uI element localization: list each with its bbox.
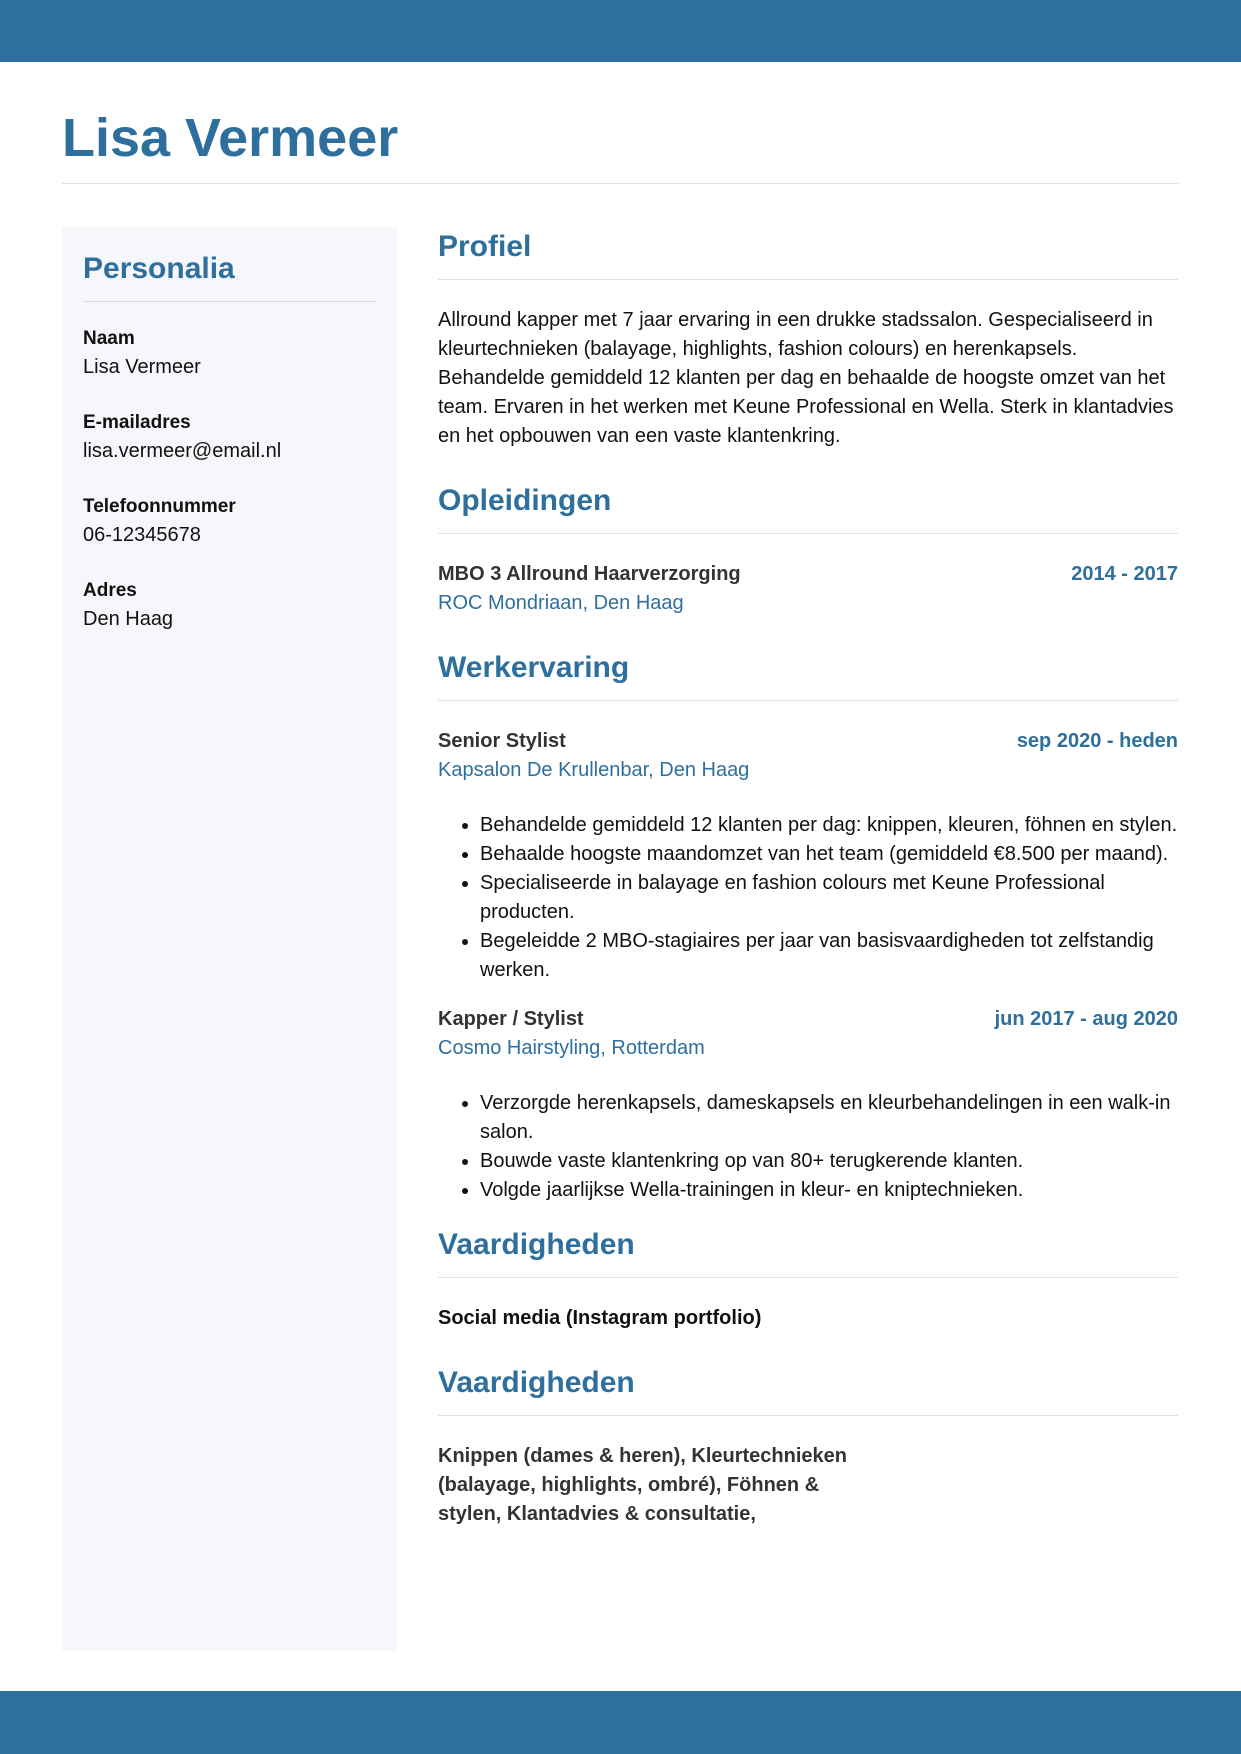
field-label: Naam [83, 328, 135, 349]
main-content [438, 227, 1178, 1529]
experience-entry [438, 727, 1178, 985]
list-item: • Bouwde vaste klantenkring op van 80+ terugkerende klanten. [480, 1147, 1178, 1176]
profile-section [438, 227, 1178, 451]
skills-section [438, 1225, 1178, 1333]
experience-section [438, 648, 1178, 1205]
field-label: Telefoonnummer [83, 496, 236, 517]
field-phone [83, 492, 376, 549]
list-item: • Volgde jaarlijkse Wella-trainingen in kleur- en kniptechnieken. [480, 1176, 1178, 1205]
field-address [83, 576, 376, 633]
education-heading: Opleidingen [438, 481, 1178, 534]
skills-text: Social media (Instagram portfolio) [438, 1307, 762, 1329]
experience-heading: Werkervaring [438, 648, 1178, 701]
job-date: sep 2020 - heden [1016, 730, 1178, 752]
job-title: Kapper / Stylist [438, 1008, 584, 1030]
skills-heading-2: Vaardigheden [438, 1363, 1178, 1416]
candidate-name: Lisa Vermeer [62, 108, 399, 168]
list-item: • Begeleidde 2 MBO-stagiaires per jaar van basisvaardigheden tot zelfstandig werken. [480, 927, 1178, 985]
field-label: Adres [83, 580, 137, 601]
list-item: • Behaalde hoogste maandomzet van het team (gemiddeld €8.500 per maand). [480, 840, 1178, 869]
job-company: Kapsalon De Krullenbar, Den Haag [438, 759, 750, 781]
field-value: 06-12345678 [83, 524, 201, 546]
field-name [83, 324, 376, 381]
header-divider [62, 183, 1179, 184]
top-banner [0, 0, 1241, 62]
education-date: 2014 - 2017 [1071, 563, 1178, 585]
experience-entry [438, 1005, 1178, 1205]
list-item: • Behandelde gemiddeld 12 klanten per dag: knippen, kleuren, föhnen en stylen. [480, 811, 1178, 840]
profile-heading: Profiel [438, 227, 1178, 280]
skills-section-2 [438, 1363, 1178, 1529]
list-item: • Specialiseerde in balayage en fashion colours met Keune Professional producten. [480, 869, 1178, 927]
skills-list: Knippen (dames & heren), Kleurtechnieken (balayage, highlights, ombré), Föhnen & stylen, Klantadvies & consultatie, [438, 1445, 847, 1525]
education-entry [438, 560, 1178, 618]
field-value: Lisa Vermeer [83, 356, 201, 378]
list-item: • Verzorgde herenkapsels, dameskapsels en kleurbehandelingen in een walk-in salon. [480, 1089, 1178, 1147]
field-value: Den Haag [83, 608, 174, 630]
education-school: ROC Mondriaan, Den Haag [438, 592, 684, 614]
bottom-banner [0, 1691, 1241, 1754]
field-email [83, 408, 376, 465]
job-company: Cosmo Hairstyling, Rotterdam [438, 1037, 705, 1059]
personal-details-panel [62, 227, 397, 1651]
field-label: E-mailadres [83, 412, 191, 433]
personalia-heading: Personalia [83, 249, 376, 302]
job-bullets [438, 1089, 1178, 1205]
education-section [438, 481, 1178, 618]
job-date: jun 2017 - aug 2020 [994, 1008, 1178, 1030]
job-title: Senior Stylist [438, 730, 566, 752]
profile-text: Allround kapper met 7 jaar ervaring in een drukke stadssalon. Gespecialiseerd in kleurtechnieken (balayage, highlights, fashion colours) en herenkapsels. Behandelde gemiddeld 12 klanten per dag en behaalde de hoogste omzet van het team. Ervaren in het werken met Keune Professional en Wella. Sterk in klantadvies en het opbouwen van een vaste klantenkring. [438, 309, 1174, 447]
skills-heading: Vaardigheden [438, 1225, 1178, 1278]
education-title: MBO 3 Allround Haarverzorging [438, 563, 741, 585]
job-bullets [438, 811, 1178, 985]
field-value: lisa.vermeer@email.nl [83, 440, 282, 462]
